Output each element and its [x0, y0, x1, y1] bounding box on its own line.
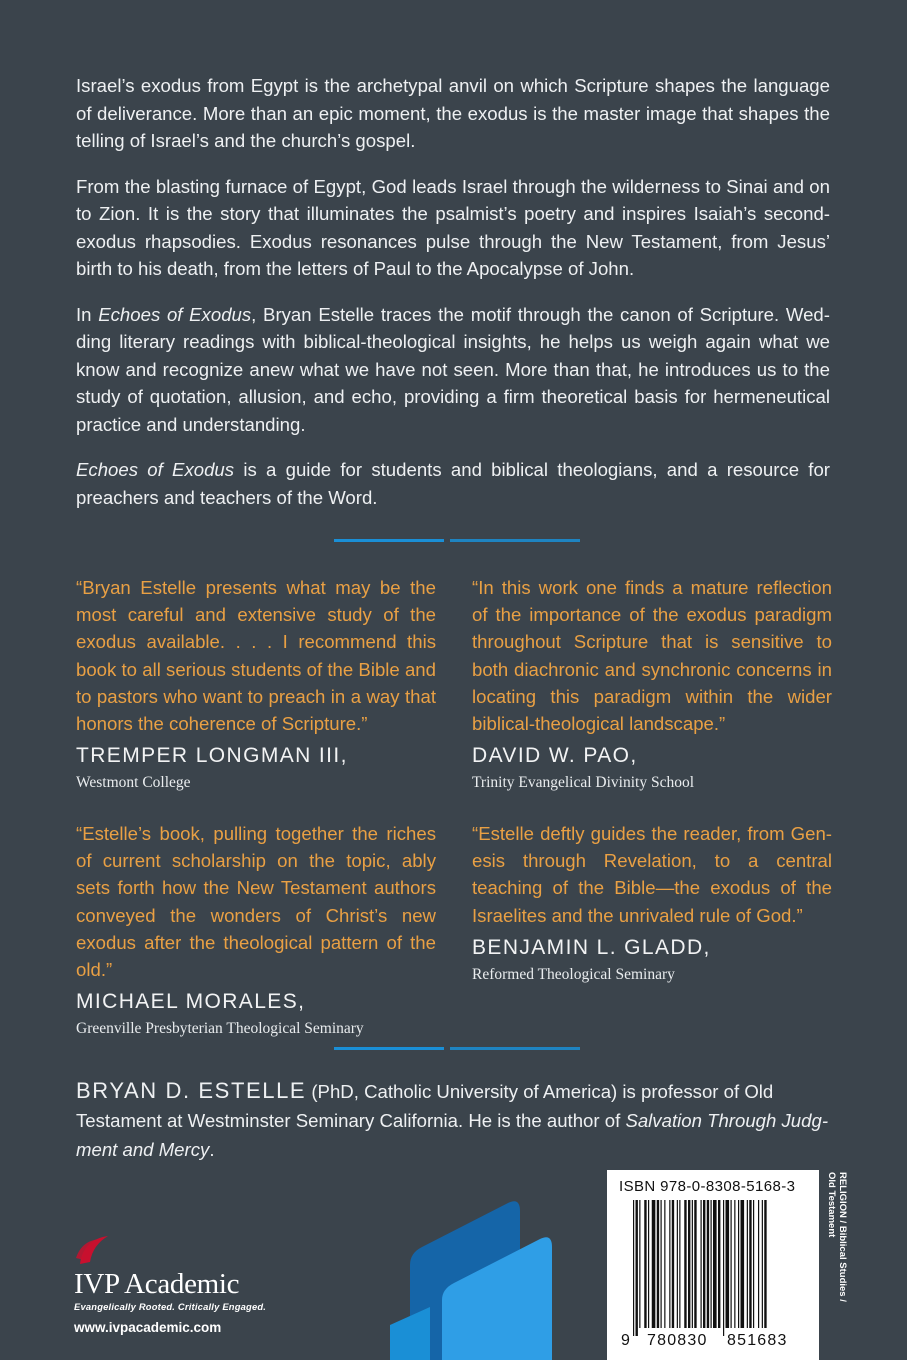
publisher-tagline: Evangelically Rooted. Critically Engaged. — [74, 1301, 267, 1312]
endorsement — [472, 820, 832, 985]
section-divider — [334, 1047, 580, 1050]
publisher-logo — [74, 1230, 274, 1335]
endorsement-quote: “Estelle’s book, pulling together the riches of current scholarship on the topic, ably sets forth how the New Testament authors conveyed the wonders of Christ’s new exodus after the theological pattern of the old.” — [76, 823, 436, 981]
barcode: ISBN 978-0-8308-5168-3 9 780830 851683 — [607, 1170, 819, 1360]
endorsement-quote: “Bryan Estelle presents what may be the most careful and extensive study of the exodus available. . . . I recommend this book to all serious students of the Bible and to pastors who want to preach in a way that honors the coherence of Scripture.” — [76, 577, 436, 735]
description-paragraph-2: From the blasting furnace of Egypt, God leads Israel through the wilderness to Sinai and on to Zion. It is the story that illuminates the psalmist’s poetry and inspires Isaiah’s second-exodus rhapsodies. Exodus resonances pulse through the New Testament, from Jesus’ birth to his death, from the letters of Paul to the Apocalypse of John. — [76, 175, 830, 279]
endorser-institution: Greenville Presbyterian Theological Seminary — [76, 1020, 364, 1038]
isbn-label: ISBN 978-0-8308-5168-3 — [619, 1178, 796, 1195]
endorser-name: BENJAMIN L. GLADD, — [472, 935, 711, 959]
endorser-institution: Westmont College — [76, 774, 191, 792]
endorser-institution: Reformed Theological Seminary — [472, 965, 675, 983]
author-bio: BRYAN D. ESTELLE (PhD, Catholic University of America) is professor of Old Testament at Westminster Seminary California. He is the author of Salvation Through Judgment and Mercy. — [76, 1078, 829, 1160]
book-description — [76, 72, 830, 529]
endorser-name: TREMPER LONGMAN III, — [76, 744, 348, 768]
section-divider — [334, 539, 580, 542]
publisher-mark-icon — [74, 1230, 114, 1270]
endorsement-quote: “In this work one finds a mature reflection of the importance of the exodus paradigm throughout Scripture that is sensitive to both diachronic and synchronic concerns in locating this paradigm within the wider biblical-theological landscape.” — [472, 577, 832, 735]
description-paragraph-4: Echoes of Exodus is a guide for students and biblical theologians, and a resource for preachers and teachers of the Word. — [76, 459, 830, 508]
endorsement-quote: “Estelle deftly guides the reader, from Genesis through Revelation, to a central teaching of the Bible—the exodus of the Israelites and the unrivaled rule of God.” — [472, 823, 832, 926]
endorser-name: MICHAEL MORALES, — [76, 990, 306, 1014]
endorsement — [76, 820, 436, 1039]
publisher-name: IVP Academic — [74, 1268, 240, 1300]
book-title: Echoes of Exodus — [76, 459, 235, 480]
other-book-title: Salvation Through Judgment and Mercy — [76, 1110, 829, 1160]
endorsement — [472, 574, 832, 793]
description-paragraph-3: In Echoes of Exodus, Bryan Estelle traces the motif through the canon of Scripture. Wedding literary readings with biblical-theological insights, he helps us weigh again what we know and recognize anew what we have not seen. More than that, he introduces us to the study of quotation, allusion, and echo, providing a firm theoretical basis for hermeneutical practice and understanding. — [76, 303, 830, 435]
publisher-url: www.ivpacademic.com — [74, 1320, 222, 1335]
author-name: BRYAN D. ESTELLE — [76, 1078, 307, 1103]
endorser-institution: Trinity Evangelical Divinity School — [472, 774, 695, 792]
category-label: RELIGION / Biblical Studies / Old Testament — [826, 1172, 848, 1302]
endorser-name: DAVID W. PAO, — [472, 744, 638, 768]
barcode-bars — [633, 1200, 809, 1336]
endorsement — [76, 574, 436, 793]
description-paragraph-1: Israel’s exodus from Egypt is the archetypal anvil on which Scripture shapes the language of deliverance. More than an epic moment, the exodus is the master image that shapes the telling of Israel’s and the church’s gospel. — [76, 75, 830, 151]
book-title: Echoes of Exodus — [98, 303, 252, 325]
